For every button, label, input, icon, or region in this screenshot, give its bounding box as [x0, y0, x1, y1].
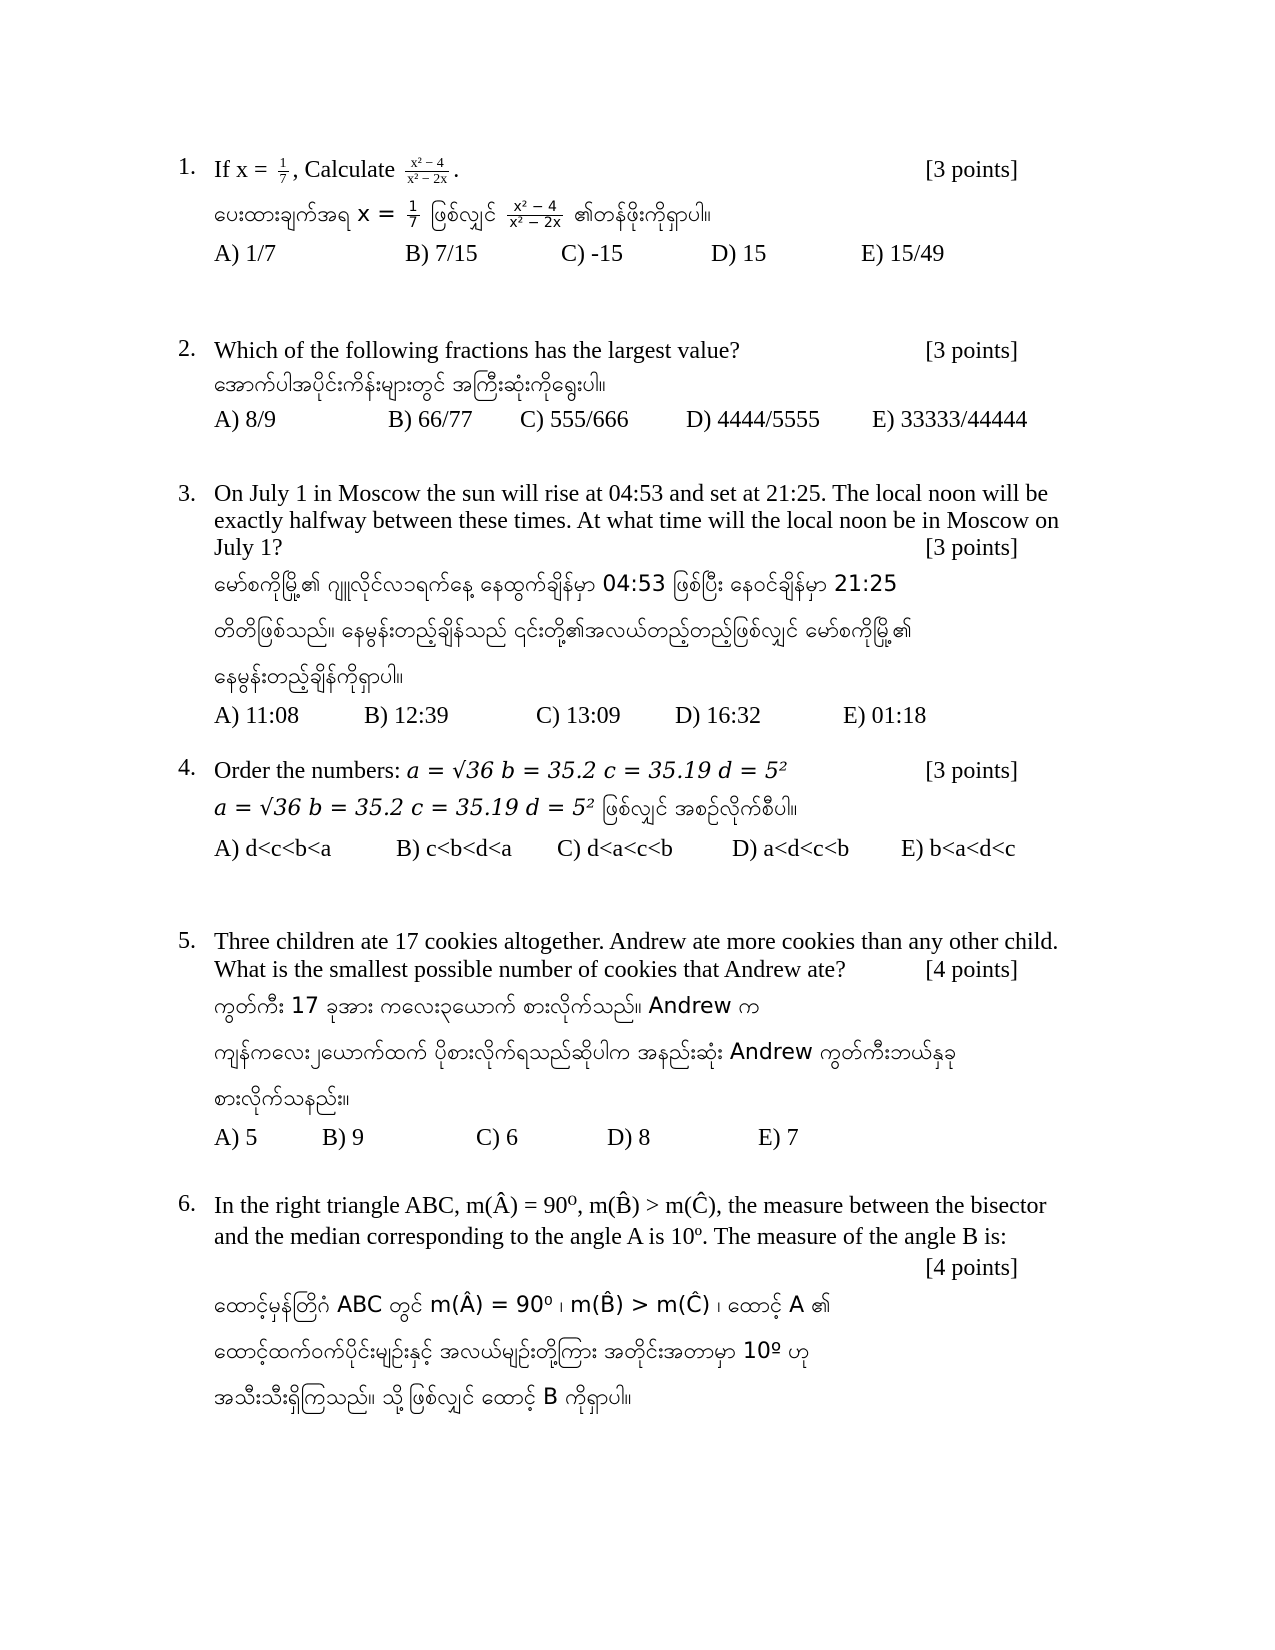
question-5 — [178, 928, 1076, 1154]
option-b[interactable]: B) c<b<d<a — [396, 836, 512, 862]
question-text-mm: အောက်ပါအပိုင်းကိန်းများတွင် အကြီးဆုံးကိုရွေးပါ။ — [214, 372, 606, 397]
question-text-en-line: exactly halfway between these times. At what time will the local noon be in Moscow on — [214, 508, 1060, 534]
question-text-mm-line: တိတိဖြစ်သည်။ နေမွန်းတည့်ချိန်သည် ၎င်းတို့၏အလယ်တည့်တည့်ဖြစ်လျှင် မော်စကိုမြို့၏ — [214, 618, 913, 643]
question-1 — [178, 150, 1076, 270]
points-label: [3 points] — [925, 535, 1018, 561]
math-expression: a = √36 b = 35.2 c = 35.19 d = 5² — [406, 759, 788, 784]
math-expression: a = √36 b = 35.2 c = 35.19 d = 5² — [214, 796, 596, 821]
option-d[interactable]: D) a<d<c<b — [732, 836, 850, 862]
option-e[interactable]: E) 33333/44444 — [872, 407, 1028, 433]
option-e[interactable]: E) b<a<d<c — [901, 836, 1016, 862]
question-text-mm-line: နေမွန်းတည့်ချိန်ကိုရှာပါ။ — [214, 664, 404, 689]
answer-options — [214, 238, 1076, 270]
question-number: 6. — [178, 1191, 196, 1217]
option-e[interactable]: E) 15/49 — [861, 241, 945, 267]
question-text-en-line: In the right triangle ABC, m(Â) = 90⁰, m(B̂) > m(Ĉ), the measure between the bisector — [214, 1193, 1047, 1219]
question-text-mm: ပေးထားချက်အရ x = $\frac{1}{7}$ ဖြစ်လျှင် $\frac{\text{x² − 4}}{\text{x² − 2x}}$ ၏တန်ဖိုးကိုရှာပါ။ — [214, 198, 711, 231]
option-a[interactable]: A) d<c<b<a — [214, 836, 332, 862]
option-d[interactable]: D) 8 — [607, 1125, 651, 1151]
question-number: 3. — [178, 481, 196, 507]
question-text-mm-line: အသီးသီးရှိကြသည်။ သို့ဖြစ်လျှင် ထောင့် B ကိုရှာပါ။ — [214, 1385, 632, 1410]
question-text-en: Which of the following fractions has the largest value? [3 points] — [214, 338, 1018, 364]
question-6 — [178, 1191, 1088, 1421]
question-text-en: If x = $\frac{1}{7}$ , Calculate $\frac{\text{x² − 4}}{\text{x² − 2x}}$ . [3 points] — [214, 150, 1076, 190]
fraction: $\frac{1}{7}$ — [408, 198, 418, 231]
fraction: $\frac{\text{x² − 4}}{\text{x² − 2x}}$ — [509, 198, 562, 231]
option-d[interactable]: D) 16:32 — [675, 703, 761, 729]
question-text-en-line: July 1? [3 points] — [214, 535, 1018, 561]
question-text-en-line: Three children ate 17 cookies altogether. Andrew ate more cookies than any other child. — [214, 929, 1059, 955]
option-b[interactable]: B) 7/15 — [405, 241, 478, 267]
points-label: [3 points] — [925, 758, 1018, 784]
option-b[interactable]: B) 12:39 — [364, 703, 449, 729]
question-number: 5. — [178, 928, 196, 954]
option-a[interactable]: A) 8/9 — [214, 407, 276, 433]
points-label: [4 points] — [925, 1255, 1018, 1281]
option-b[interactable]: B) 66/77 — [388, 407, 473, 433]
option-e[interactable]: E) 7 — [758, 1125, 799, 1151]
question-number: 4. — [178, 755, 196, 781]
question-text-en-line: On July 1 in Moscow the sun will rise at 04:53 and set at 21:25. The local noon will be — [214, 481, 1049, 507]
option-b[interactable]: B) 9 — [322, 1125, 364, 1151]
question-text-mm-line: ထောင့်မှန်တြိဂံ ABC တွင် m(Â) = 90⁰ ၊ m(B̂) > m(Ĉ) ၊ ထောင့် A ၏ — [214, 1293, 831, 1318]
fraction: $\frac{1}{7}$ — [279, 155, 287, 187]
question-text-en: Order the numbers: a = √36 b = 35.2 c = 35.19 d = 5² [3 points] — [214, 755, 1076, 787]
option-a[interactable]: A) 5 — [214, 1125, 258, 1151]
question-text-mm-line: ကျန်ကလေး၂ယောက်ထက် ပိုစားလိုက်ရသည်ဆိုပါက အနည်းဆုံး Andrew ကွတ်ကီးဘယ်နှခု — [214, 1040, 957, 1065]
option-e[interactable]: E) 01:18 — [843, 703, 927, 729]
option-c[interactable]: C) 6 — [476, 1125, 518, 1151]
answer-options — [214, 700, 1076, 732]
option-d[interactable]: D) 15 — [711, 241, 767, 267]
answer-options — [214, 404, 1076, 436]
answer-options — [214, 833, 1076, 865]
question-4 — [178, 755, 1076, 865]
points-label: [3 points] — [925, 157, 1018, 183]
question-3 — [178, 481, 1076, 732]
question-text-en-line: and the median corresponding to the angle A is 10º. The measure of the angle B is: — [214, 1224, 1007, 1250]
points-row — [214, 1253, 1088, 1283]
question-number: 1. — [178, 154, 196, 180]
option-c[interactable]: C) -15 — [561, 241, 623, 267]
fraction: $\frac{\text{x² − 4}}{\text{x² − 2x}}$ — [407, 155, 448, 187]
question-number: 2. — [178, 336, 196, 362]
question-text-mm-line: ထောင့်ထက်ဝက်ပိုင်းမျဉ်းနှင့် အလယ်မျဉ်းတို့ကြား အတိုင်းအတာမှာ 10º ဟု — [214, 1339, 810, 1364]
option-c[interactable]: C) d<a<c<b — [557, 836, 673, 862]
option-c[interactable]: C) 13:09 — [536, 703, 621, 729]
question-2 — [178, 336, 1076, 436]
points-label: [3 points] — [925, 338, 1018, 364]
question-text-en-line: What is the smallest possible number of cookies that Andrew ate? [4 points] — [214, 957, 1018, 983]
question-text-mm: a = √36 b = 35.2 c = 35.19 d = 5² ဖြစ်လျှင် အစဉ်လိုက်စီပါ။ — [214, 796, 798, 821]
option-a[interactable]: A) 1/7 — [214, 241, 276, 267]
option-c[interactable]: C) 555/666 — [520, 407, 629, 433]
question-text-mm-line: ကွတ်ကီး 17 ခုအား ကလေး၃ယောက် စားလိုက်သည်။ Andrew က — [214, 994, 761, 1019]
question-text-mm-line: မော်စကိုမြို့၏ ဂျူလိုင်လ၁ရက်နေ့ နေထွက်ချိန်မှာ 04:53 ဖြစ်ပြီး နေဝင်ချိန်မှာ 21:25 — [214, 572, 898, 597]
points-label: [4 points] — [925, 957, 1018, 983]
answer-options — [214, 1122, 1076, 1154]
option-d[interactable]: D) 4444/5555 — [686, 407, 820, 433]
question-text-mm-line: စားလိုက်သနည်း။ — [214, 1086, 350, 1111]
option-a[interactable]: A) 11:08 — [214, 703, 300, 729]
